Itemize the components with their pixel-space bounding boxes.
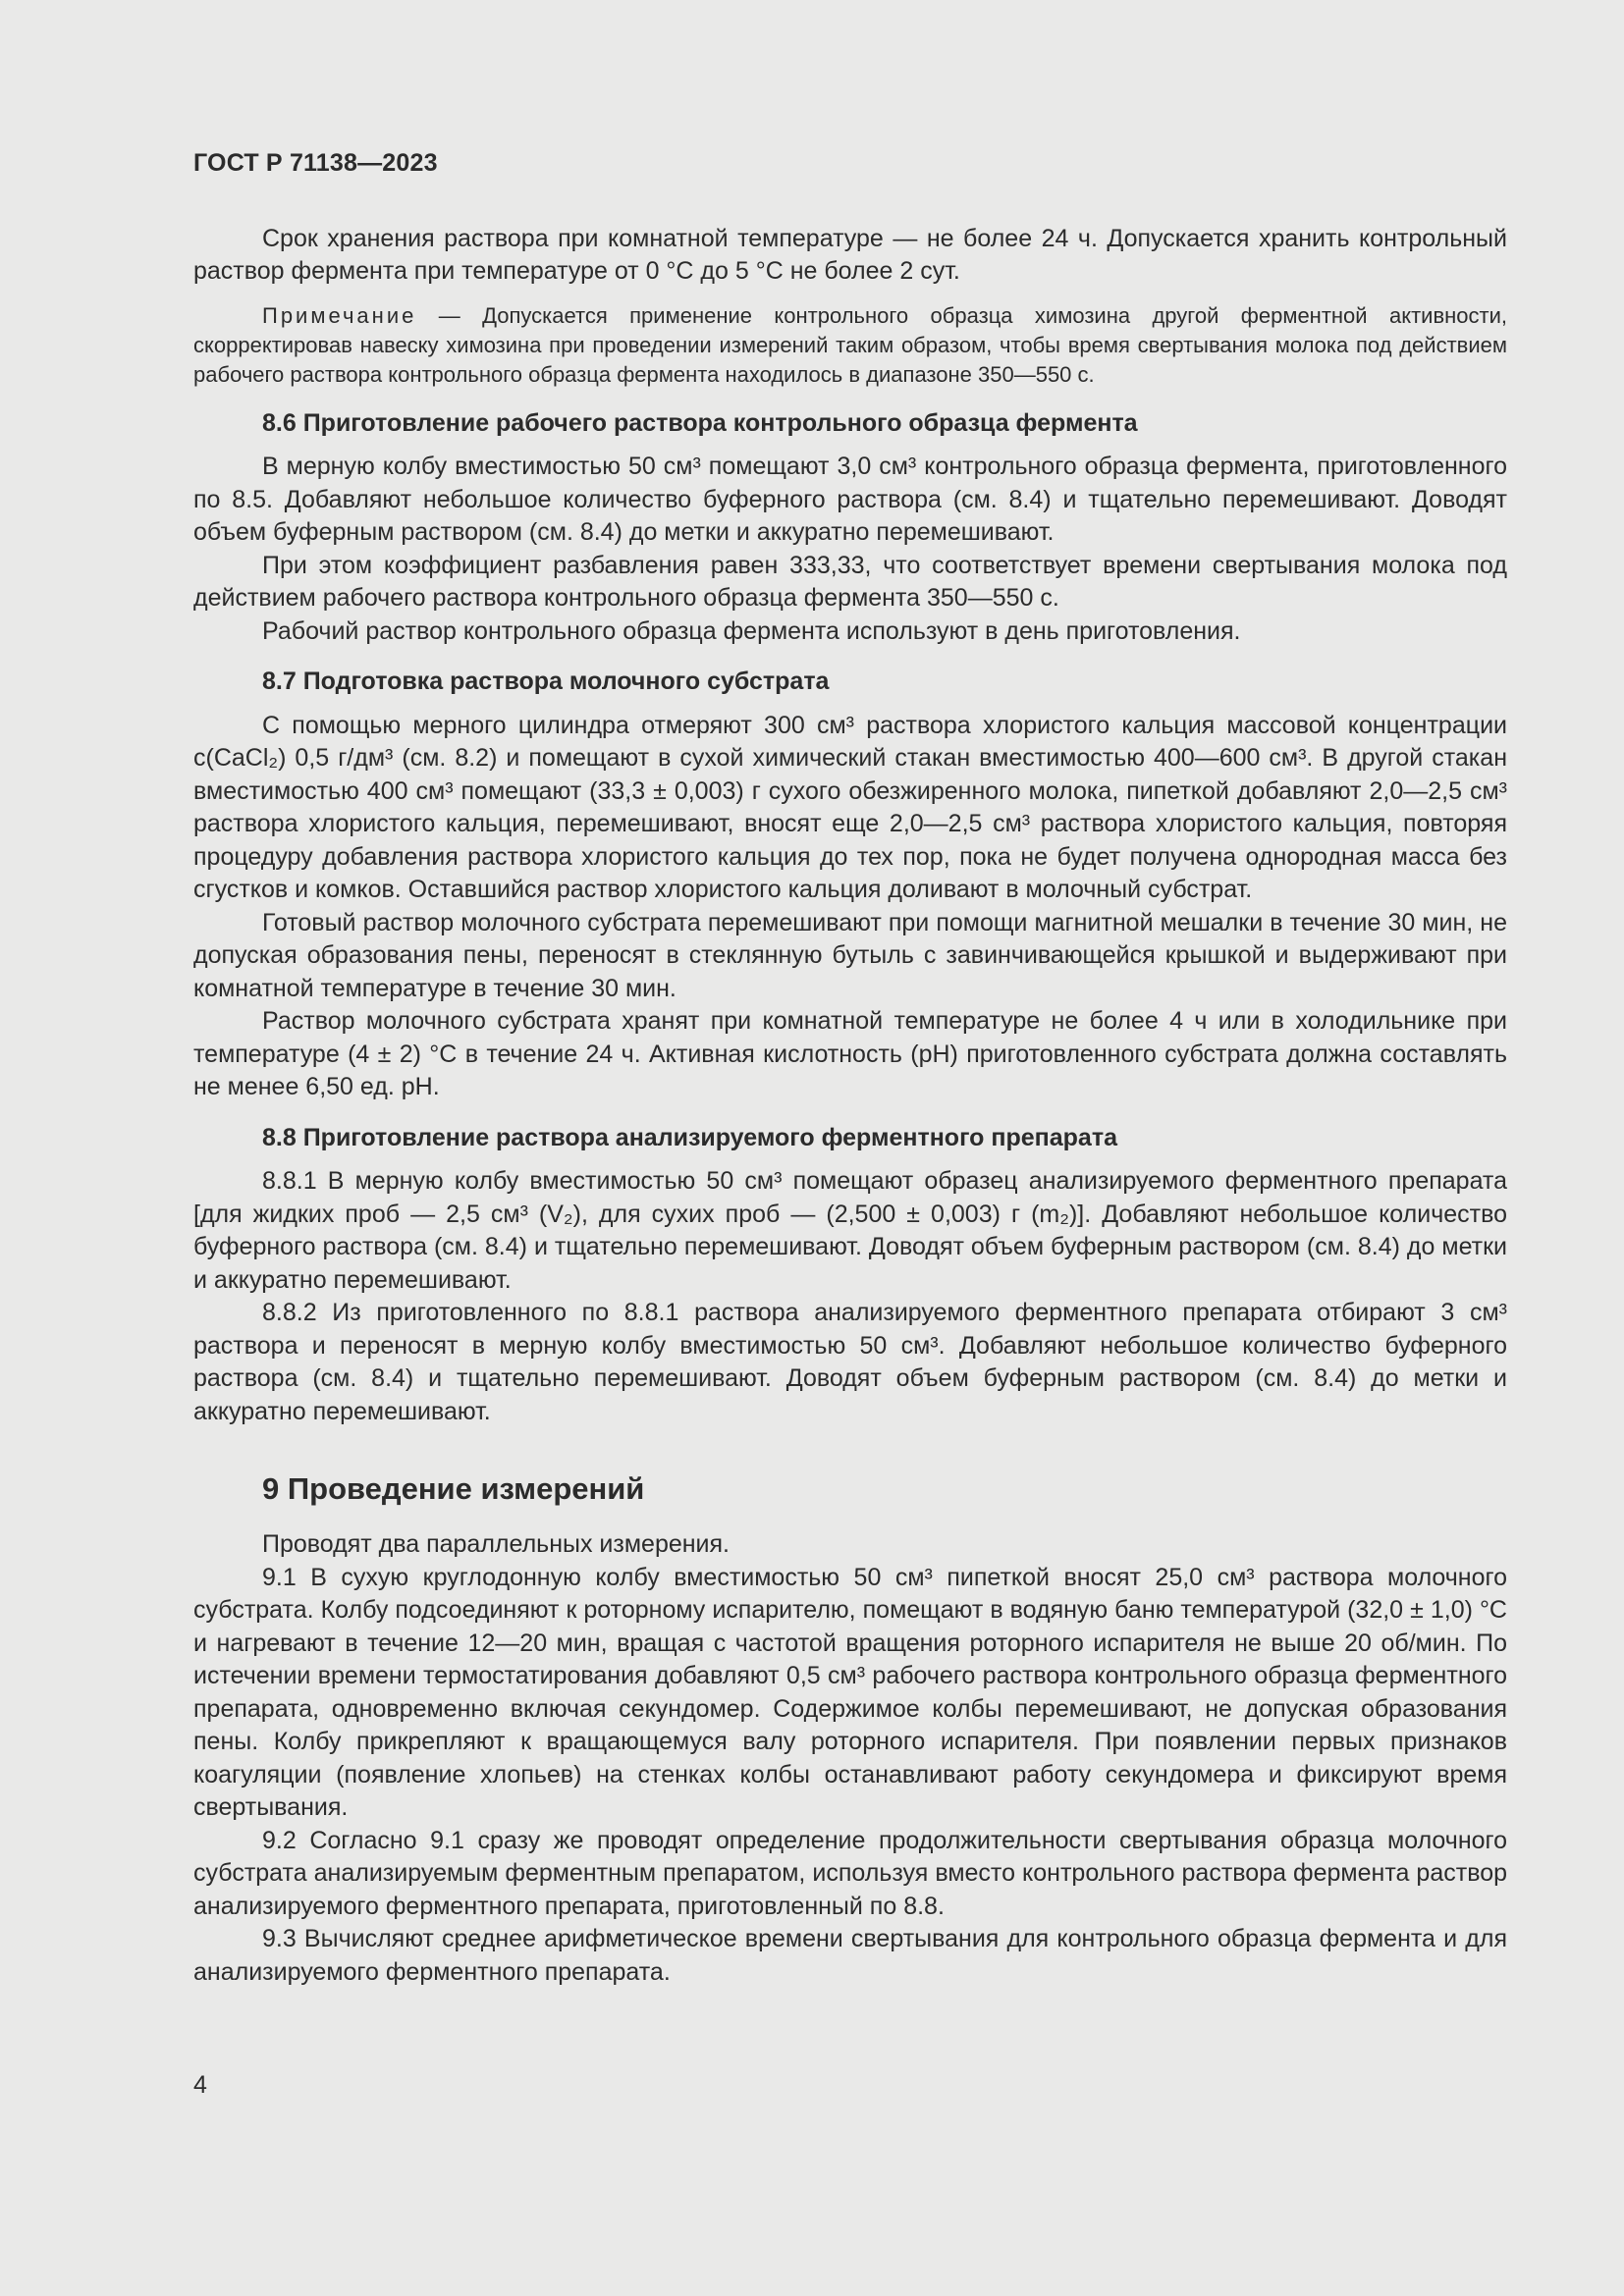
note-text: — Допускается применение контрольного образца химозина другой ферментной активности, скорректировав навеску химозина при проведении измерений таким образом, чтобы время свертывания молока под действием рабочего раствора контрольного образца фермента находилось в диапазоне 350—550 с. — [193, 302, 1507, 387]
document-page — [193, 147, 1507, 1989]
paragraph-8-8-1: 8.8.1 В мерную колбу вместимостью 50 см³ помещают образец анализируемого ферментного препарата [для жидких проб — 2,5 см³ (V₂), для сухих проб — (2,500 ± 0,003) г (m₂)]. Добавляют небольшое количество буферного раствора (см. 8.4) и тщательно перемешивают. Доводят объем буферным раствором (см. 8.4) до метки и аккуратно перемешивают. — [193, 1167, 1507, 1294]
paragraph-8-7-3: Раствор молочного субстрата хранят при комнатной температуре не более 4 ч или в холодильнике при температуре (4 ± 2) °С в течение 24 ч. Активная кислотность (pH) приготовленного субстрата должна составлять не менее 6,50 ед. pH. — [193, 1007, 1507, 1100]
paragraph-storage: Срок хранения раствора при комнатной температуре — не более 24 ч. Допускается хранить контрольный раствор фермента при температуре от 0 °С до 5 °С не более 2 сут. — [193, 224, 1507, 285]
note-label: Примечание — [262, 302, 417, 328]
paragraph-9-2: 9.2 Согласно 9.1 сразу же проводят определение продолжительности свертывания образца молочного субстрата анализируемым ферментным препаратом, используя вместо контрольного раствора фермента раствор анализируемого ферментного препарата, приготовленный по 8.8. — [193, 1826, 1507, 1920]
section-heading-9: 9 Проведение измерений — [262, 1471, 645, 1506]
section-heading-8-7: 8.7 Подготовка раствора молочного субстрата — [262, 667, 830, 695]
section-heading-8-6: 8.6 Приготовление рабочего раствора контрольного образца фермента — [262, 408, 1138, 437]
paragraph-8-6-3: Рабочий раствор контрольного образца фермента используют в день приготовления. — [262, 616, 1241, 645]
page-number: 4 — [193, 2071, 207, 2099]
paragraph-8-6-2: При этом коэффициент разбавления равен 333,33, что соответствует времени свертывания молока под действием рабочего раствора контрольного образца фермента 350—550 с. — [193, 551, 1507, 612]
paragraph-8-8-2: 8.8.2 Из приготовленного по 8.8.1 раствора анализируемого ферментного препарата отбирают 3 см³ раствора и переносят в мерную колбу вместимостью 50 см³. Добавляют небольшое количество буферного раствора (см. 8.4) и тщательно перемешивают. Доводят объем буферным раствором (см. 8.4) до метки и аккуратно перемешивают. — [193, 1299, 1507, 1425]
paragraph-8-6-1: В мерную колбу вместимостью 50 см³ помещают 3,0 см³ контрольного образца фермента, приготовленного по 8.5. Добавляют небольшое количество буферного раствора (см. 8.4) и тщательно перемешивают. Доводят объем буферным раствором (см. 8.4) до метки и аккуратно перемешивают. — [193, 453, 1507, 546]
paragraph-9-3: 9.3 Вычисляют среднее арифметическое времени свертывания для контрольного образца фермента и для анализируемого ферментного препарата. — [193, 1925, 1507, 1986]
note-paragraph — [193, 301, 1507, 390]
paragraph-8-7-1: С помощью мерного цилиндра отмеряют 300 см³ раствора хлористого кальция массовой концентрации c(CaCl₂) 0,5 г/дм³ (см. 8.2) и помещают в сухой химический стакан вместимостью 400—600 см³. В другой стакан вместимостью 400 см³ помещают (33,3 ± 0,003) г сухого обезжиренного молока, пипеткой добавляют 2,0—2,5 см³ раствора хлористого кальция, перемешивают, вносят еще 2,0—2,5 см³ раствора хлористого кальция, повторяя процедуру добавления раствора хлористого кальция до тех пор, пока не будет получена однородная масса без сгустков и комков. Оставшийся раствор хлористого кальция доливают в молочный субстрат. — [193, 711, 1507, 903]
paragraph-9-1: 9.1 В сухую круглодонную колбу вместимостью 50 см³ пипеткой вносят 25,0 см³ раствора молочного субстрата. Колбу подсоединяют к роторному испарителю, помещают в водяную баню температурой (32,0 ± 1,0) °С и нагревают в течение 12—20 мин, вращая с частотой вращения роторного испарителя не выше 20 об/мин. По истечении времени термостатирования добавляют 0,5 см³ рабочего раствора контрольного образца ферментного препарата, одновременно включая секундомер. Содержимое колбы перемешивают, не допуская образования пены. Колбу прикрепляют к вращающемуся валу роторного испарителя. При появлении первых признаков коагуляции (появление хлопьев) на стенках колбы останавливают работу секундомера и фиксируют время свертывания. — [193, 1563, 1507, 1821]
section-heading-8-8: 8.8 Приготовление раствора анализируемого ферментного препарата — [262, 1123, 1117, 1151]
paragraph-8-7-2: Готовый раствор молочного субстрата перемешивают при помощи магнитной мешалки в течение 30 мин, не допуская образования пены, переносят в стеклянную бутыль с завинчивающейся крышкой и выдерживают при комнатной температуре в течение 30 мин. — [193, 908, 1507, 1002]
document-header: ГОСТ Р 71138—2023 — [193, 149, 438, 177]
paragraph-9-intro: Проводят два параллельных измерения. — [262, 1530, 731, 1558]
